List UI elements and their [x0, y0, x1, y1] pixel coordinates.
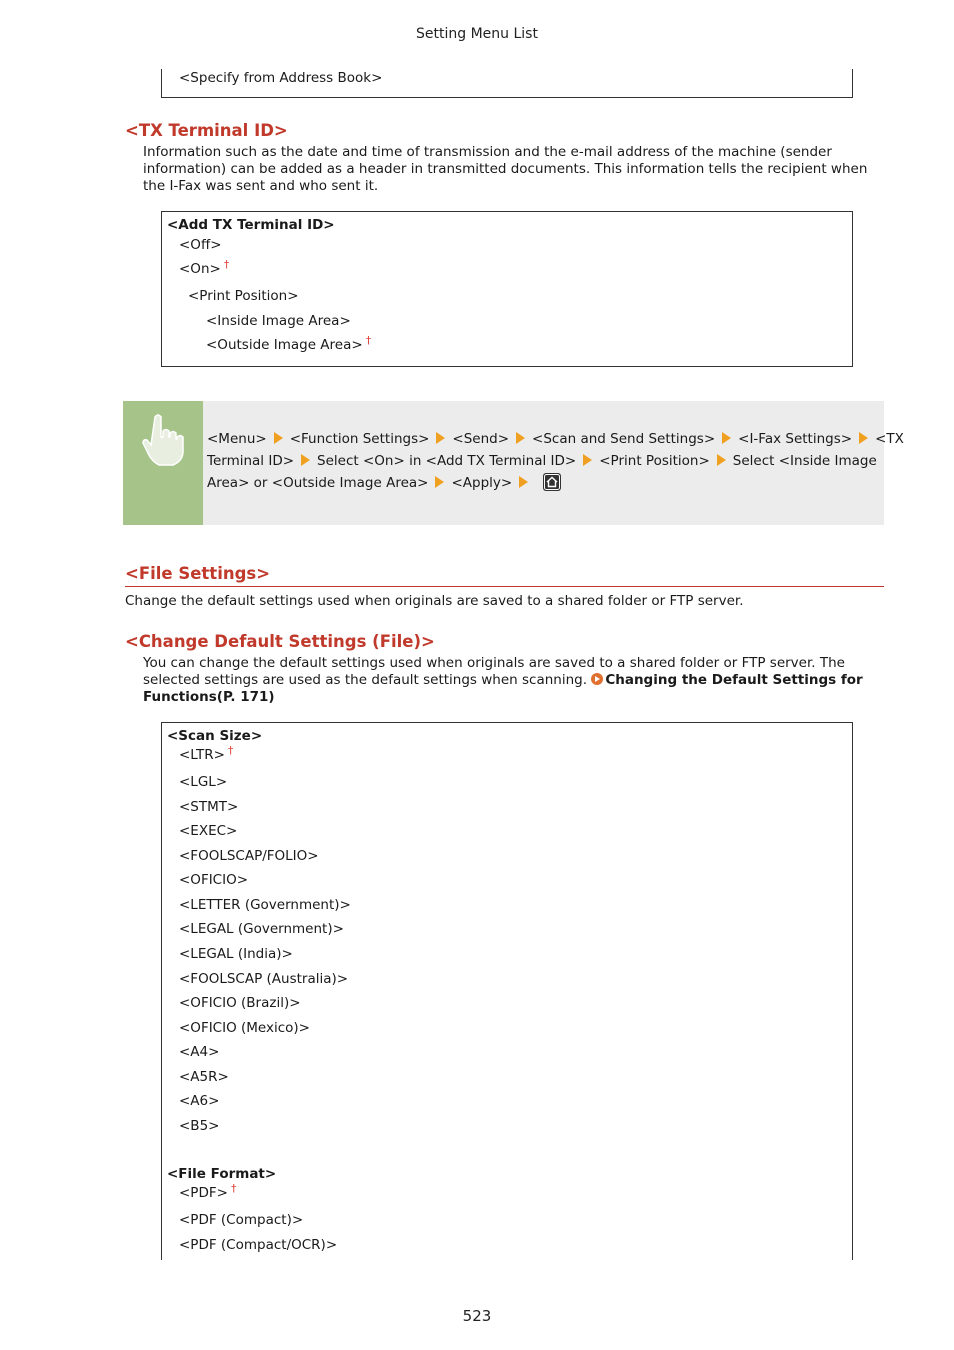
- scan-size-option: <FOOLSCAP (Australia)>: [179, 971, 349, 987]
- print-position-step: <Print Position>: [599, 453, 710, 469]
- change-default-settings-box: [161, 722, 853, 1260]
- description-line: You can change the default settings used when originals are saved to a shared folder or FTP server. The: [143, 655, 845, 671]
- scan-size-option: <LETTER (Government)>: [179, 897, 351, 913]
- file-format-option: <PDF (Compact/OCR)>: [179, 1237, 338, 1253]
- description-line: information) can be added as a header in transmitted documents. This information tells the recipient when: [143, 161, 868, 177]
- ifax-settings-step: <I-Fax Settings>: [738, 431, 853, 447]
- step-arrow-icon: [717, 454, 726, 466]
- scan-size-option: <EXEC>: [179, 823, 238, 839]
- scan-size-option: <A4>: [179, 1044, 220, 1060]
- home-icon: [543, 473, 561, 491]
- file-format-title: <File Format>: [167, 1166, 277, 1182]
- operation-line-2: [207, 450, 877, 472]
- default-dagger: †: [223, 258, 230, 271]
- description-text: selected settings are used as the default settings when scanning.: [143, 672, 588, 688]
- link-arrow-icon: [591, 673, 603, 685]
- description-line: [143, 672, 883, 689]
- tx-terminal-id-step: <TX: [875, 431, 904, 447]
- select-position-step-cont: Area> or <Outside Image Area>: [207, 475, 429, 491]
- tx-terminal-id-description: [143, 144, 883, 195]
- scan-size-option: <A5R>: [179, 1069, 229, 1085]
- step-arrow-icon: [436, 432, 445, 444]
- function-settings-step: <Function Settings>: [289, 431, 430, 447]
- operation-line-1: [207, 428, 904, 450]
- scan-send-settings-step: <Scan and Send Settings>: [532, 431, 716, 447]
- scan-size-option: [179, 744, 234, 763]
- inside-image-area-option: <Inside Image Area>: [206, 313, 351, 329]
- step-arrow-icon: [722, 432, 731, 444]
- scan-size-option: <A6>: [179, 1093, 220, 1109]
- description-line: Information such as the date and time of transmission and the e-mail address of the machine (sender: [143, 144, 832, 160]
- description-line: the I-Fax was sent and who sent it.: [143, 178, 379, 194]
- step-arrow-icon: [301, 454, 310, 466]
- scan-size-option: <LEGAL (Government)>: [179, 921, 344, 937]
- option-on: [179, 258, 230, 277]
- scan-size-option: <LEGAL (India)>: [179, 946, 293, 962]
- specify-address-book-option: <Specify from Address Book>: [179, 70, 383, 86]
- step-arrow-icon: [435, 476, 444, 488]
- page-number: 523: [462, 1307, 492, 1325]
- operation-panel: [123, 401, 904, 525]
- default-dagger: †: [227, 744, 234, 757]
- scan-size-option: <B5>: [179, 1118, 220, 1134]
- step-arrow-icon: [516, 432, 525, 444]
- top-settings-box: [161, 69, 853, 98]
- page-header: Setting Menu List: [416, 26, 538, 42]
- apply-step: <Apply>: [451, 475, 513, 491]
- change-default-description: [143, 655, 883, 706]
- step-arrow-icon: [583, 454, 592, 466]
- outside-image-area-option: [206, 334, 372, 353]
- changing-default-settings-link[interactable]: Changing the Default Settings for: [605, 672, 863, 688]
- operation-steps: [207, 428, 904, 494]
- scan-size-ltr: <LTR>: [179, 747, 225, 763]
- scan-size-option: <OFICIO>: [179, 872, 249, 888]
- file-format-pdf: <PDF>: [179, 1185, 228, 1201]
- select-on-step: Select <On> in <Add TX Terminal ID>: [317, 453, 577, 469]
- file-format-option: [179, 1182, 237, 1201]
- step-arrow-icon: [859, 432, 868, 444]
- tx-terminal-id-step-cont: Terminal ID>: [207, 453, 295, 469]
- outside-image-area-label: <Outside Image Area>: [206, 337, 363, 353]
- operation-line-3: [207, 472, 877, 494]
- menu-step: <Menu>: [207, 431, 267, 447]
- step-arrow-icon: [519, 476, 528, 488]
- default-dagger: †: [365, 334, 372, 347]
- change-default-settings-heading: <Change Default Settings (File)>: [125, 632, 435, 651]
- changing-default-settings-link-page[interactable]: Functions(P. 171): [143, 689, 275, 705]
- scan-size-title: <Scan Size>: [167, 728, 263, 744]
- scan-size-option: <FOOLSCAP/FOLIO>: [179, 848, 319, 864]
- add-tx-terminal-id-box: [161, 211, 853, 367]
- scan-size-option: <OFICIO (Mexico)>: [179, 1020, 310, 1036]
- file-format-option: <PDF (Compact)>: [179, 1212, 304, 1228]
- default-dagger: †: [230, 1182, 237, 1195]
- step-arrow-icon: [274, 432, 283, 444]
- file-settings-heading: <File Settings>: [125, 564, 271, 583]
- file-settings-description: Change the default settings used when originals are saved to a shared folder or FTP server.: [125, 593, 744, 609]
- hand-pointer-icon: [139, 411, 187, 471]
- send-step: <Send>: [452, 431, 510, 447]
- section-rule: [125, 586, 884, 587]
- scan-size-option: <LGL>: [179, 774, 228, 790]
- operation-accent-bar: [123, 401, 203, 525]
- option-off: <Off>: [179, 237, 222, 253]
- scan-size-option: <OFICIO (Brazil)>: [179, 995, 301, 1011]
- select-position-step: Select <Inside Image: [732, 453, 877, 469]
- scan-size-option: <STMT>: [179, 799, 239, 815]
- add-tx-terminal-id-title: <Add TX Terminal ID>: [167, 217, 335, 233]
- tx-terminal-id-heading: <TX Terminal ID>: [125, 121, 288, 140]
- option-on-label: <On>: [179, 261, 221, 277]
- print-position-option: <Print Position>: [188, 288, 299, 304]
